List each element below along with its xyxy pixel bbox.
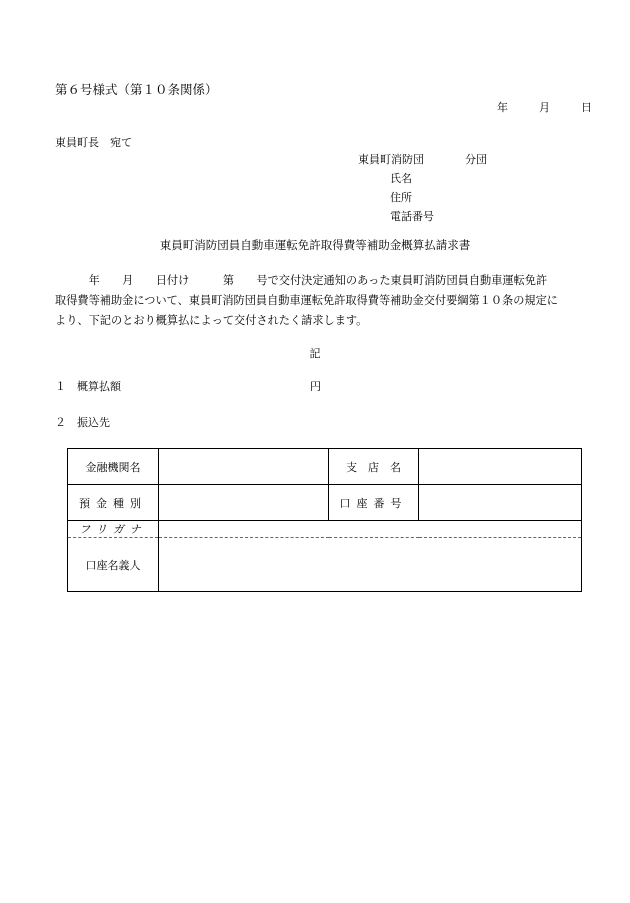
table-row bbox=[68, 485, 582, 521]
deposit-type-field[interactable] bbox=[159, 485, 329, 521]
account-holder-label: 口座名義人 bbox=[68, 538, 159, 592]
date-day: 日 bbox=[581, 101, 592, 114]
item-advance-amount-label: １ 概算払額 bbox=[55, 380, 121, 393]
sender-address: 住所 bbox=[390, 191, 412, 204]
sender-phone: 電話番号 bbox=[390, 210, 434, 223]
item-advance-amount-unit: 円 bbox=[310, 380, 321, 393]
document-title: 東員町消防団員自動車運転免許取得費等補助金概算払請求書 bbox=[159, 238, 471, 252]
body-line-2: 取得費等補助金について、東員町消防団員自動車運転免許取得費等補助金交付要綱第１０条の規定に bbox=[55, 294, 558, 307]
form-number-title: 第６号様式（第１０条関係） bbox=[55, 82, 218, 97]
request-body bbox=[55, 271, 580, 331]
sender-name: 氏名 bbox=[390, 172, 412, 185]
furigana-label: フリガナ bbox=[68, 521, 159, 538]
date-year: 年 bbox=[497, 101, 508, 114]
table-row bbox=[68, 449, 582, 485]
table-row bbox=[68, 538, 582, 592]
date-month: 月 bbox=[539, 101, 550, 114]
body-line-1: 年 月 日付け 第 号で交付決定通知のあった東員町消防団員自動車運転免許 bbox=[55, 274, 548, 287]
sender-branch: 分団 bbox=[465, 153, 487, 166]
account-number-field[interactable] bbox=[419, 485, 582, 521]
sender-org: 東員町消防団 bbox=[358, 153, 424, 166]
deposit-type-label: 預金種別 bbox=[68, 485, 159, 521]
item-transfer-destination-label: ２ 振込先 bbox=[55, 416, 110, 429]
furigana-field[interactable] bbox=[159, 521, 582, 538]
branch-name-label: 支 店 名 bbox=[329, 449, 419, 485]
bank-name-label: 金融機関名 bbox=[68, 449, 159, 485]
account-number-label: 口座番号 bbox=[329, 485, 419, 521]
sender-block bbox=[358, 150, 487, 226]
branch-name-field[interactable] bbox=[419, 449, 582, 485]
bank-account-table bbox=[67, 448, 582, 592]
account-holder-field[interactable] bbox=[159, 538, 582, 592]
body-line-3: より、下記のとおり概算払によって交付されたく請求します。 bbox=[55, 314, 368, 327]
table-row bbox=[68, 521, 582, 538]
sender-org-row bbox=[358, 150, 487, 169]
ki-heading: 記 bbox=[309, 347, 321, 360]
bank-name-field[interactable] bbox=[159, 449, 329, 485]
addressee: 東員町長 宛て bbox=[55, 136, 132, 149]
date-line bbox=[497, 99, 592, 115]
